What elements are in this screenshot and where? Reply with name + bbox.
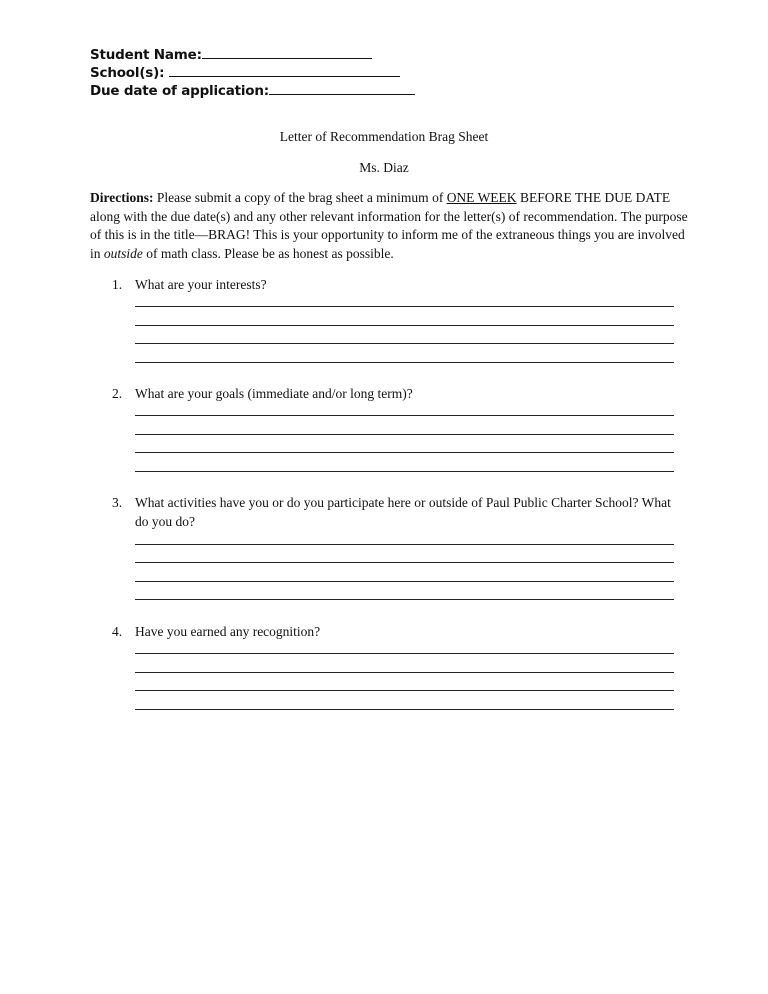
- directions-text-1: Please submit a copy of the brag sheet a minimum of: [153, 190, 447, 205]
- schools-label: School(s):: [90, 65, 169, 81]
- due-date-blank[interactable]: [269, 81, 415, 95]
- answer-line[interactable]: [135, 415, 674, 416]
- answer-line[interactable]: [135, 599, 674, 600]
- directions-italic: outside: [103, 246, 143, 262]
- answer-line[interactable]: [135, 434, 674, 435]
- question-text: What are your interests?: [135, 277, 267, 292]
- answer-line[interactable]: [135, 452, 674, 453]
- question-text: What are your goals (immediate and/or long term)?: [135, 386, 413, 401]
- schools-field[interactable]: [90, 63, 400, 82]
- teacher-name: Ms. Diaz: [359, 160, 409, 175]
- answer-line[interactable]: [135, 672, 674, 673]
- question-text: Have you earned any recognition?: [135, 624, 321, 639]
- student-name-field[interactable]: [90, 45, 372, 64]
- answer-line[interactable]: [135, 562, 674, 563]
- due-date-field[interactable]: [90, 81, 415, 100]
- question-number: 2.: [112, 386, 123, 401]
- directions-label: Directions:: [90, 190, 154, 205]
- question-number: 3.: [112, 495, 123, 510]
- answer-line[interactable]: [135, 471, 674, 472]
- answer-line[interactable]: [135, 343, 674, 344]
- answer-line[interactable]: [135, 690, 674, 691]
- due-date-label: Due date of application:: [90, 83, 269, 99]
- answer-line[interactable]: [135, 544, 674, 545]
- directions-emphasis: ONE WEEK: [446, 190, 517, 205]
- answer-line[interactable]: [135, 653, 674, 654]
- question-number: 4.: [112, 624, 123, 639]
- answer-line[interactable]: [135, 581, 674, 582]
- directions-paragraph: [90, 189, 690, 264]
- directions-text-2: BEFORE THE DUE DATE along with the due date(s) and any other relevant information for the letter(s) of recommendation. The purpose of this is in the title—BRAG! This is your opportunity to inform me of the extraneous things you are involved in: [90, 190, 688, 262]
- student-name-label: Student Name:: [90, 47, 202, 63]
- directions-text-3: of math class. Please be as honest as possible.: [142, 246, 394, 262]
- schools-blank[interactable]: [169, 63, 400, 77]
- answer-line[interactable]: [135, 709, 674, 710]
- question-text: What activities have you or do you participate here or outside of Paul Public Charter School? What do you do?: [135, 495, 671, 529]
- student-name-blank[interactable]: [202, 45, 372, 59]
- question-number: 1.: [112, 277, 123, 292]
- answer-line[interactable]: [135, 325, 674, 326]
- answer-line[interactable]: [135, 306, 674, 307]
- page-title: Letter of Recommendation Brag Sheet: [279, 129, 489, 144]
- answer-line[interactable]: [135, 362, 674, 363]
